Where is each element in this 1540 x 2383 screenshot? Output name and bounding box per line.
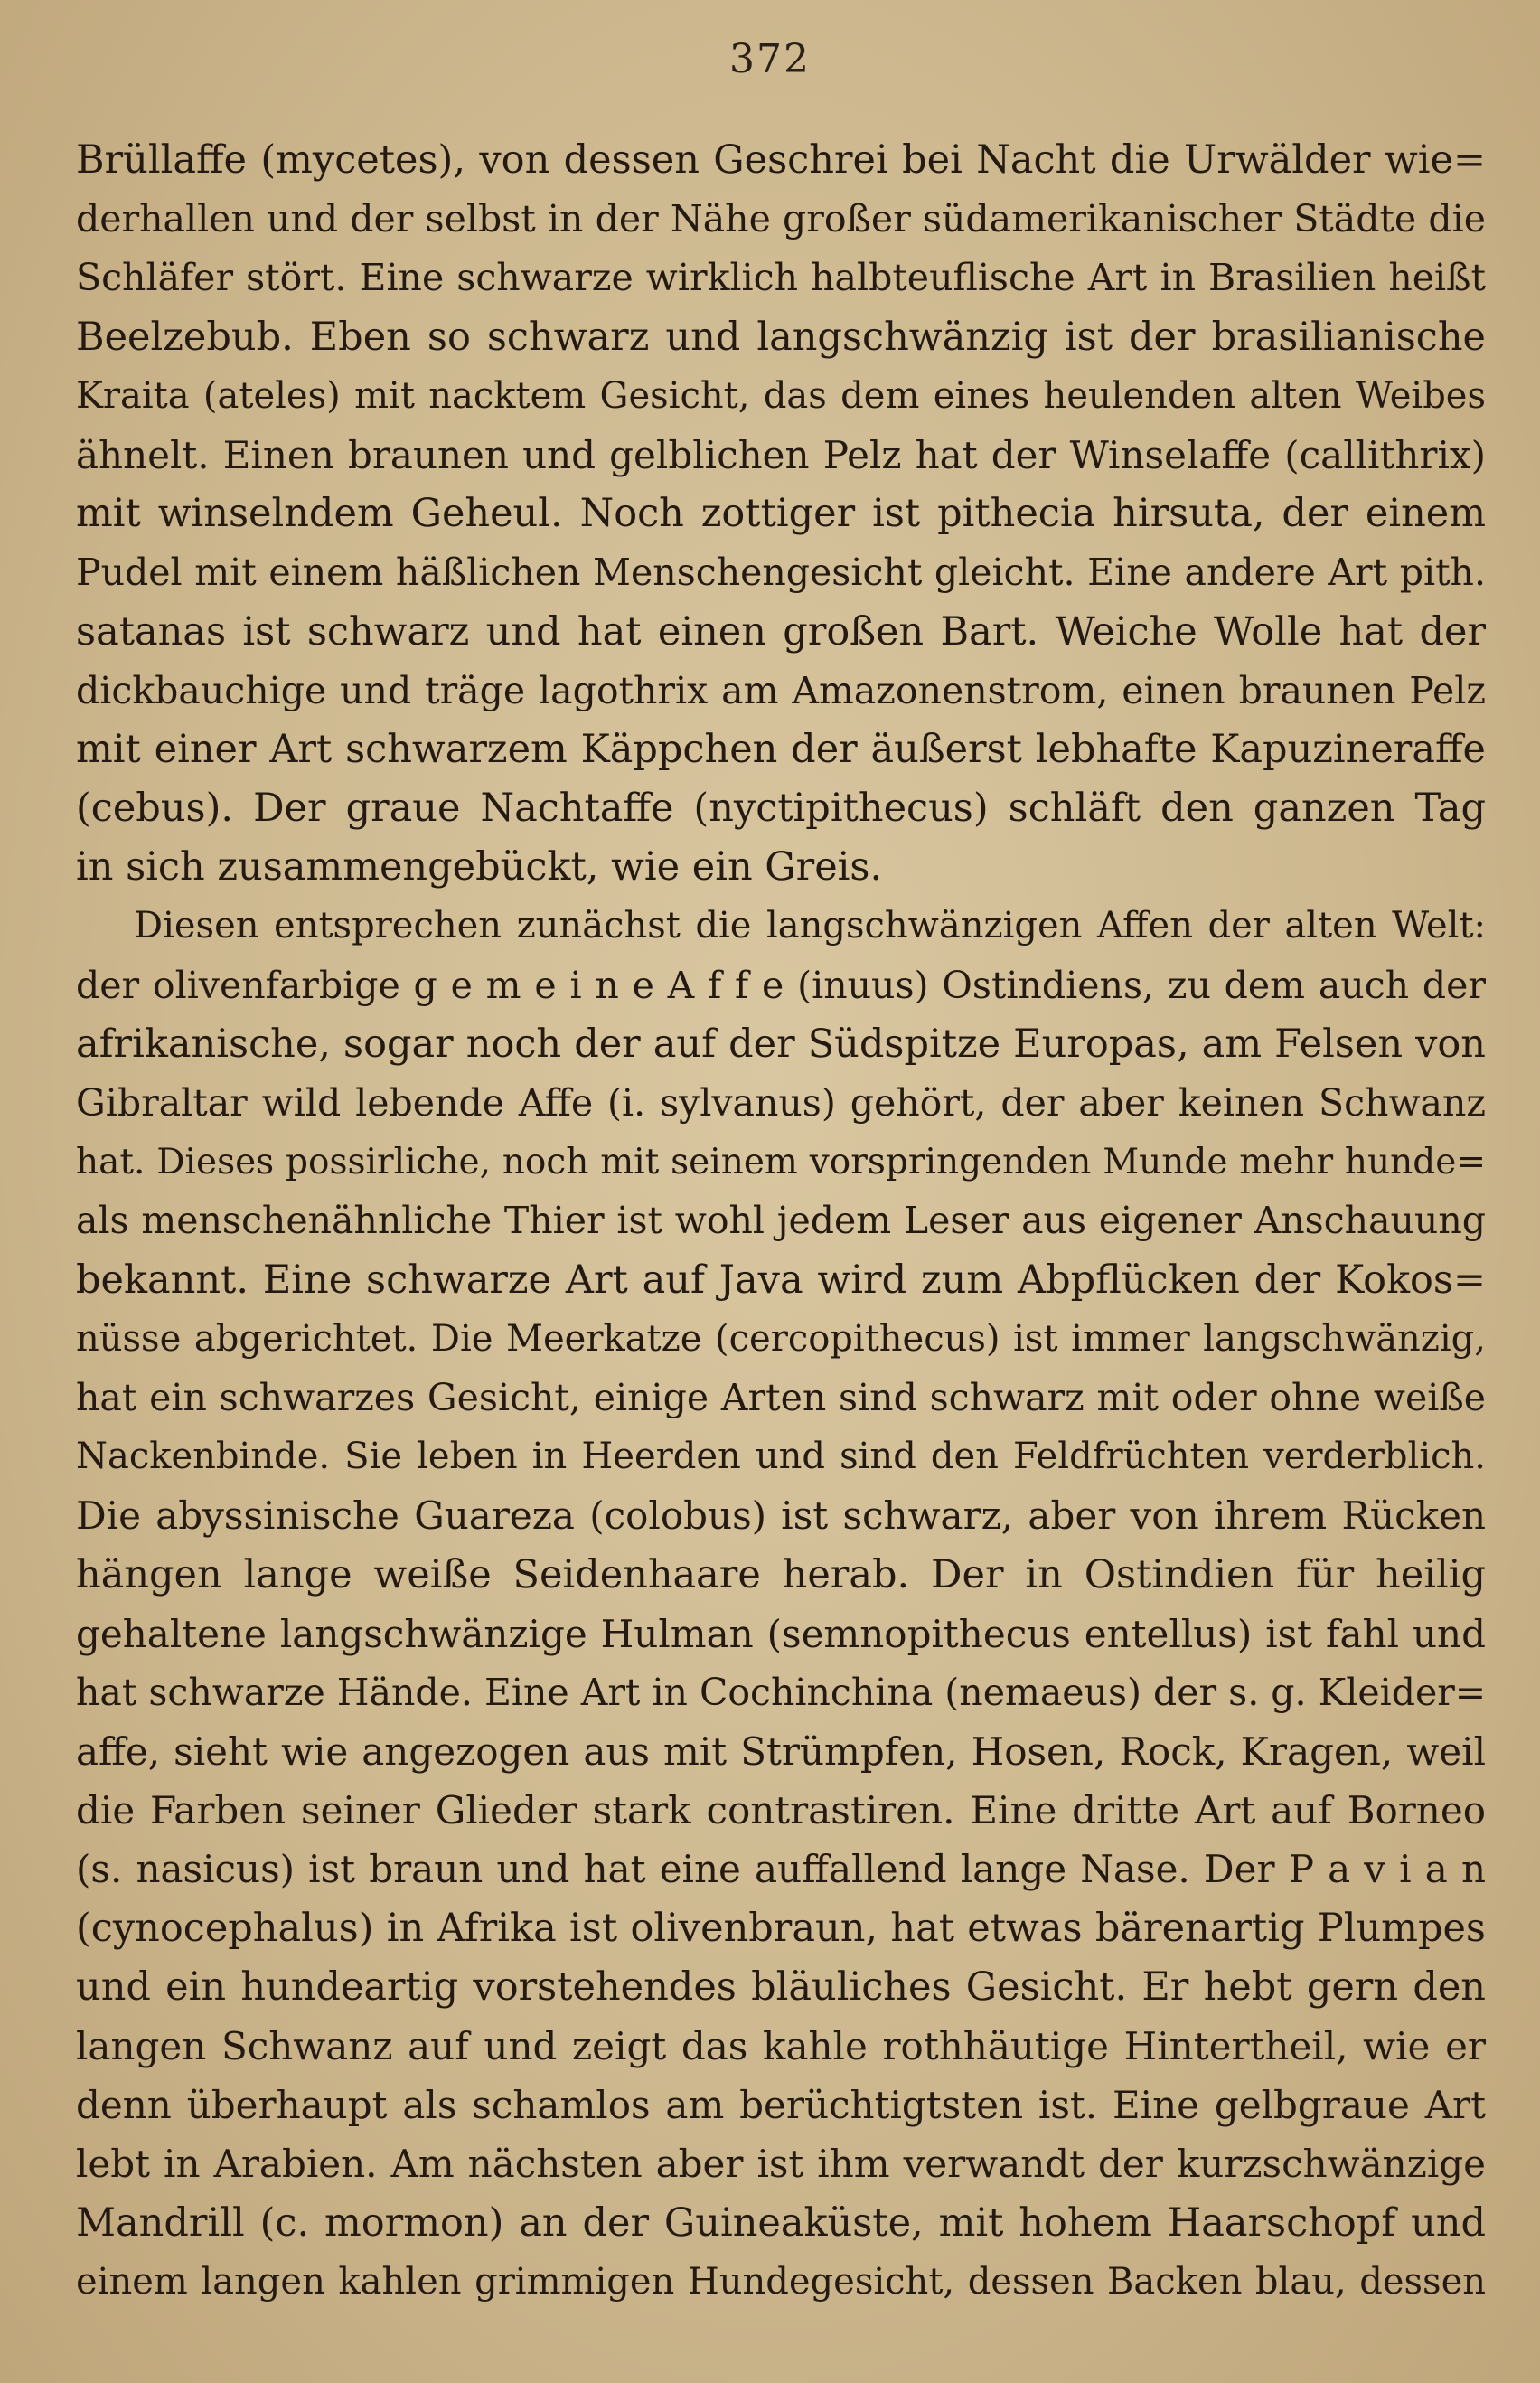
text-line: mit einer Art schwarzem Käppchen der äußerst lebhafte Kapuzineraffe	[76, 726, 1486, 772]
text-line: (cebus). Der graue Nachtaffe (nyctipithecus) schläft den ganzen Tag	[76, 786, 1486, 832]
text-line: die Farben seiner Glieder stark contrastiren. Eine dritte Art auf Borneo	[76, 1788, 1486, 1833]
text-line: derhallen und der selbst in der Nähe großer südamerikanischer Städte die	[76, 197, 1486, 241]
text-line: Schläfer stört. Eine schwarze wirklich halbteuflische Art in Brasilien heißt	[76, 256, 1486, 300]
text-line: (cynocephalus) in Afrika ist olivenbraun, hat etwas bärenartig Plumpes	[76, 1905, 1486, 1951]
text-line: satanas ist schwarz und hat einen großen Bart. Weiche Wolle hat der	[76, 608, 1486, 655]
text-line: langen Schwanz auf und zeigt das kahle rothhäutige Hintertheil, wie er	[76, 2024, 1486, 2068]
text-line: und ein hundeartig vorstehendes bläuliches Gesicht. Er hebt gern den	[76, 1964, 1486, 2010]
text-line: als menschenähnliche Thier ist wohl jedem Leser aus eigener Anschauung	[76, 1199, 1486, 1243]
text-line: hat ein schwarzes Gesicht, einige Arten sind schwarz mit oder ohne weiße	[76, 1375, 1486, 1419]
text-line: Gibraltar wild lebende Affe (i. sylvanus) gehört, der aber keinen Schwanz	[76, 1081, 1486, 1125]
text-line: gehaltene langschwänzige Hulman (semnopithecus entellus) ist fahl und	[76, 1611, 1486, 1656]
text-line: Kraita (ateles) mit nacktem Gesicht, das dem eines heulenden alten Weibes	[76, 374, 1486, 417]
text-line: afrikanische, sogar noch der auf der Südspitze Europas, am Felsen von	[76, 1021, 1486, 1067]
text-line: denn überhaupt als schamlos am berüchtigtsten ist. Eine gelbgraue Art	[76, 2083, 1486, 2128]
text-line: Beelzebub. Eben so schwarz und langschwänzig ist der brasilianische	[76, 314, 1486, 360]
text-line: dickbauchige und träge lagothrix am Amazonenstrom, einen braunen Pelz	[76, 668, 1486, 712]
text-line: hat schwarze Hände. Eine Art in Cochinchina (nemaeus) der s. g. Kleider=	[76, 1670, 1486, 1714]
text-line: bekannt. Eine schwarze Art auf Java wird zum Abpflücken der Kokos=	[76, 1257, 1486, 1303]
page-number: 372	[729, 36, 811, 82]
text-line: nüsse abgerichtet. Die Meerkatze (cercopithecus) ist immer langschwänzig,	[76, 1317, 1486, 1360]
text-line: Nackenbinde. Sie leben in Heerden und sind den Feldfrüchten verderblich.	[76, 1436, 1486, 1478]
text-line: (s. nasicus) ist braun und hat eine auffallend lange Nase. Der P a v i a n	[76, 1847, 1486, 1892]
text-line: hängen lange weiße Seidenhaare herab. Der in Ostindien für heilig	[76, 1551, 1486, 1597]
paragraph-start-line: Diesen entsprechen zunächst die langschwänzigen Affen der alten Welt:	[134, 905, 1486, 947]
text-line: der olivenfarbige g e m e i n e A f f e (inuus) Ostindiens, zu dem auch der	[76, 963, 1486, 1007]
paragraph-end-line: in sich zusammengebückt, wie ein Greis.	[76, 844, 883, 890]
text-line: Die abyssinische Guareza (colobus) ist schwarz, aber von ihrem Rücken	[76, 1493, 1486, 1539]
text-line: ähnelt. Einen braunen und gelblichen Pelz hat der Winselaffe (callithrix)	[76, 432, 1486, 477]
text-line: Pudel mit einem häßlichen Menschengesicht gleicht. Eine andere Art pith.	[76, 551, 1486, 595]
text-line: mit winselndem Geheul. Noch zottiger ist pithecia hirsuta, der einem	[76, 491, 1486, 537]
text-line: lebt in Arabien. Am nächsten aber ist ihm verwandt der kurzschwänzige	[76, 2142, 1486, 2187]
text-line: einem langen kahlen grimmigen Hundegesicht, dessen Backen blau, dessen	[76, 2260, 1486, 2303]
text-line: affe, sieht wie angezogen aus mit Strümpfen, Hosen, Rock, Kragen, weil	[76, 1729, 1486, 1775]
text-line: Brüllaffe (mycetes), von dessen Geschrei bei Nacht die Urwälder wie=	[76, 137, 1486, 183]
body-text	[76, 131, 1486, 2312]
text-line: hat. Dieses possirliche, noch mit seinem vorspringenden Munde mehr hunde=	[76, 1142, 1486, 1183]
text-line: Mandrill (c. mormon) an der Guineaküste, mit hohem Haarschopf und	[76, 2199, 1486, 2246]
